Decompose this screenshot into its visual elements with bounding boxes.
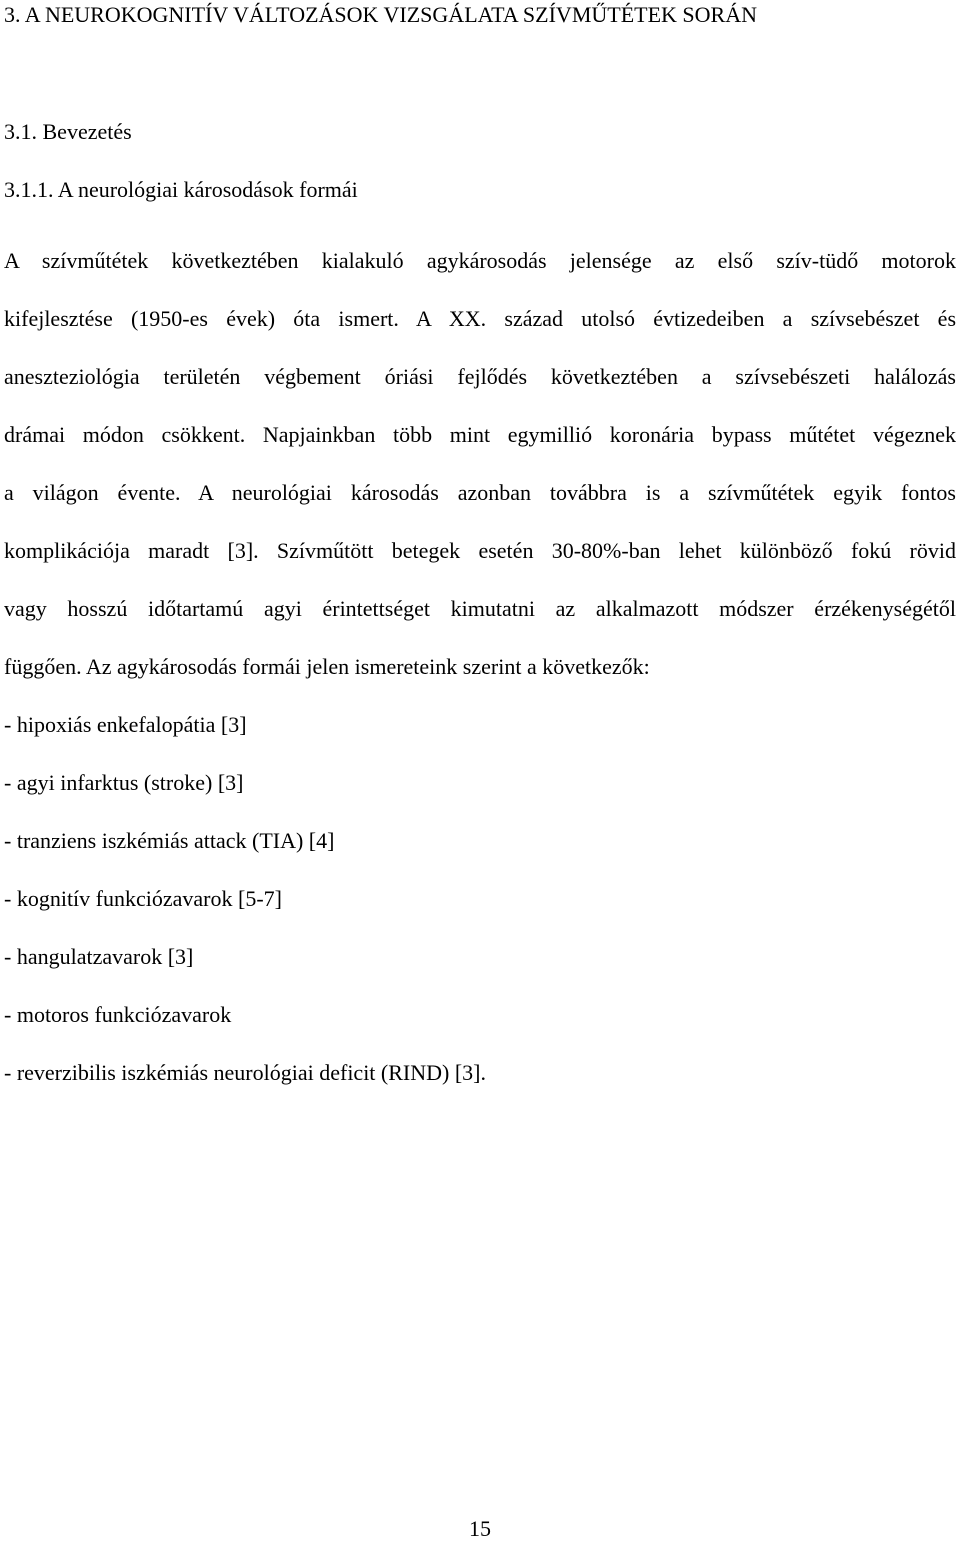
list-item: - tranziens iszkémiás attack (TIA) [4] — [4, 828, 335, 853]
body-text — [4, 232, 956, 1102]
section-title: 3.1. Bevezetés — [4, 119, 132, 144]
list-item: - reverzibilis iszkémiás neurológiai deficit (RIND) [3]. — [4, 1060, 487, 1085]
paragraph-line: A szívműtétek következtében kialakuló agykárosodás jelensége az első szív-tüdő motorok — [4, 248, 956, 273]
page-number: 15 — [469, 1516, 491, 1541]
list-item: - motoros funkciózavarok — [4, 1002, 232, 1027]
list-item: - hangulatzavarok [3] — [4, 944, 194, 969]
paragraph-line: a világon évente. A neurológiai károsodás azonban továbbra is a szívműtétek egyik fontos — [4, 480, 956, 505]
paragraph-line: függően. Az agykárosodás formái jelen ismereteink szerint a következők: — [4, 654, 650, 679]
paragraph-line: aneszteziológia területén végbement óriási fejlődés következtében a szívsebészeti halálozás — [4, 364, 956, 389]
paragraph-line: vagy hosszú időtartamú agyi érintettséget kimutatni az alkalmazott módszer érzékenységétől — [4, 596, 956, 621]
subsection-title: 3.1.1. A neurológiai károsodások formái — [4, 177, 358, 202]
paragraph-line: komplikációja maradt [3]. Szívműtött betegek esetén 30-80%-ban lehet különböző fokú rövid — [4, 538, 956, 563]
list-item: - kognitív funkciózavarok [5-7] — [4, 886, 282, 911]
paragraph-line: kifejlesztése (1950-es évek) óta ismert. A XX. század utolsó évtizedeiben a szívsebészet és — [4, 306, 956, 331]
paragraph-line: drámai módon csökkent. Napjainkban több mint egymillió koronária bypass műtétet végeznek — [4, 422, 956, 447]
list-item: - hipoxiás enkefalopátia [3] — [4, 712, 247, 737]
list-item: - agyi infarktus (stroke) [3] — [4, 770, 244, 795]
chapter-title: 3. A NEUROKOGNITÍV VÁLTOZÁSOK VIZSGÁLATA SZÍVMŰTÉTEK SORÁN — [4, 2, 757, 27]
